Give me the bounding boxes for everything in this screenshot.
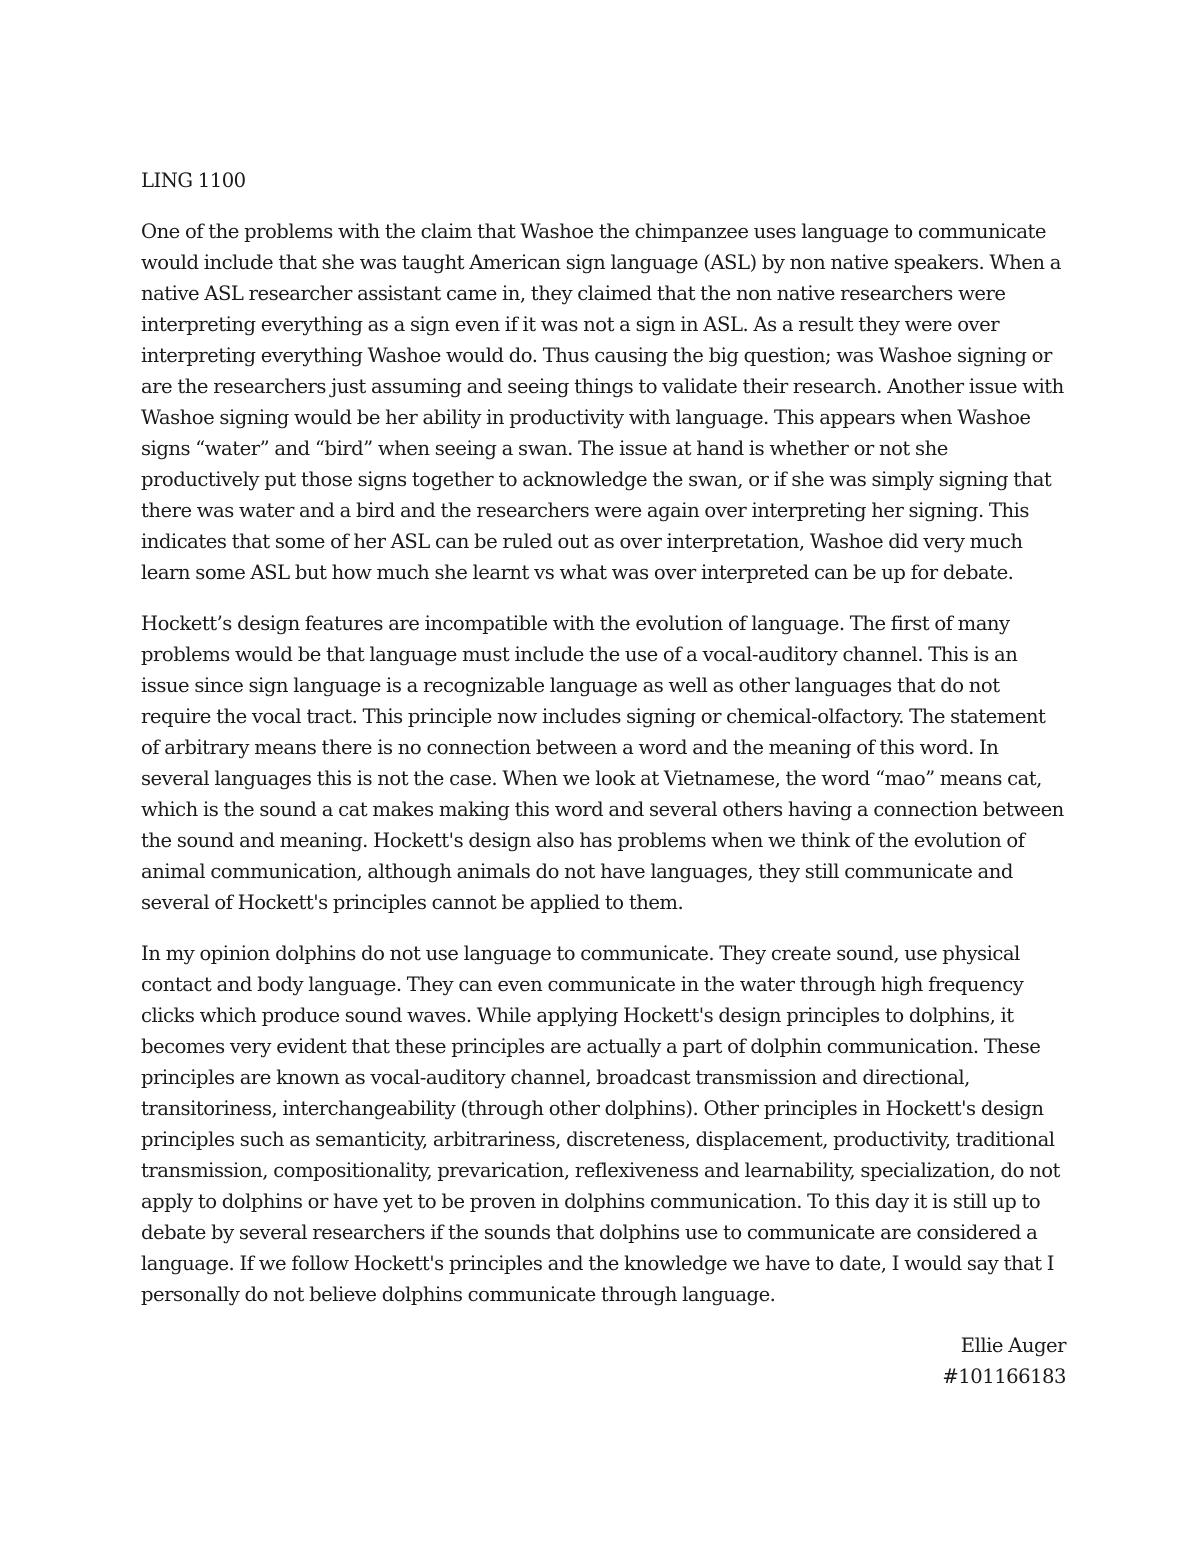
student-id: #101166183 [942,1365,1066,1388]
paragraph-hockett: Hockett’s design features are incompatible with the evolution of language. The first of many problems would be that language must include the use of a vocal-auditory channel. This is an issue since sign language is a recognizable language as well as other languages that do not require the vocal tract. This principle now includes signing or chemical-olfactory. The statement of arbitrary means there is no connection between a word and the meaning of this word. In several languages this is not the case. When we look at Vietnamese, the word “mao” means cat, which is the sound a cat makes making this word and several others having a connection between the sound and meaning. Hockett's design also has problems when we think of the evolution of animal communication, although animals do not have languages, they still communicate and several of Hockett's principles cannot be applied to them. [141,612,1064,914]
document-body [141,165,1066,1392]
course-code: LING 1100 [141,169,246,192]
author-name: Ellie Auger [960,1334,1066,1357]
paragraph-washoe: One of the problems with the claim that Washoe the chimpanzee uses language to communicate would include that she was taught American sign language (ASL) by non native speakers. When a native ASL researcher assistant came in, they claimed that the non native researchers were interpreting everything as a sign even if it was not a sign in ASL. As a result they were over interpreting everything Washoe would do. Thus causing the big question; was Washoe signing or are the researchers just assuming and seeing things to validate their research. Another issue with Washoe signing would be her ability in productivity with language. This appears when Washoe signs “water” and “bird” when seeing a swan. The issue at hand is whether or not she productively put those signs together to acknowledge the swan, or if she was simply signing that there was water and a bird and the researchers were again over interpreting her signing. This indicates that some of her ASL can be ruled out as over interpretation, Washoe did very much learn some ASL but how much she learnt vs what was over interpreted can be up for debate. [141,220,1064,584]
paragraph-dolphins: In my opinion dolphins do not use language to communicate. They create sound, use physical contact and body language. They can even communicate in the water through high frequency clicks which produce sound waves. While applying Hockett's design principles to dolphins, it becomes very evident that these principles are actually a part of dolphin communication. These principles are known as vocal-auditory channel, broadcast transmission and directional, transitoriness, interchangeability (through other dolphins). Other principles in Hockett's design principles such as semanticity, arbitrariness, discreteness, displacement, productivity, traditional transmission, compositionality, prevarication, reflexiveness and learnability, specialization, do not apply to dolphins or have yet to be proven in dolphins communication. To this day it is still up to debate by several researchers if the sounds that dolphins use to communicate are considered a language. If we follow Hockett's principles and the knowledge we have to date, I would say that I personally do not believe dolphins communicate through language. [141,942,1060,1306]
signature-block [141,1330,1066,1392]
